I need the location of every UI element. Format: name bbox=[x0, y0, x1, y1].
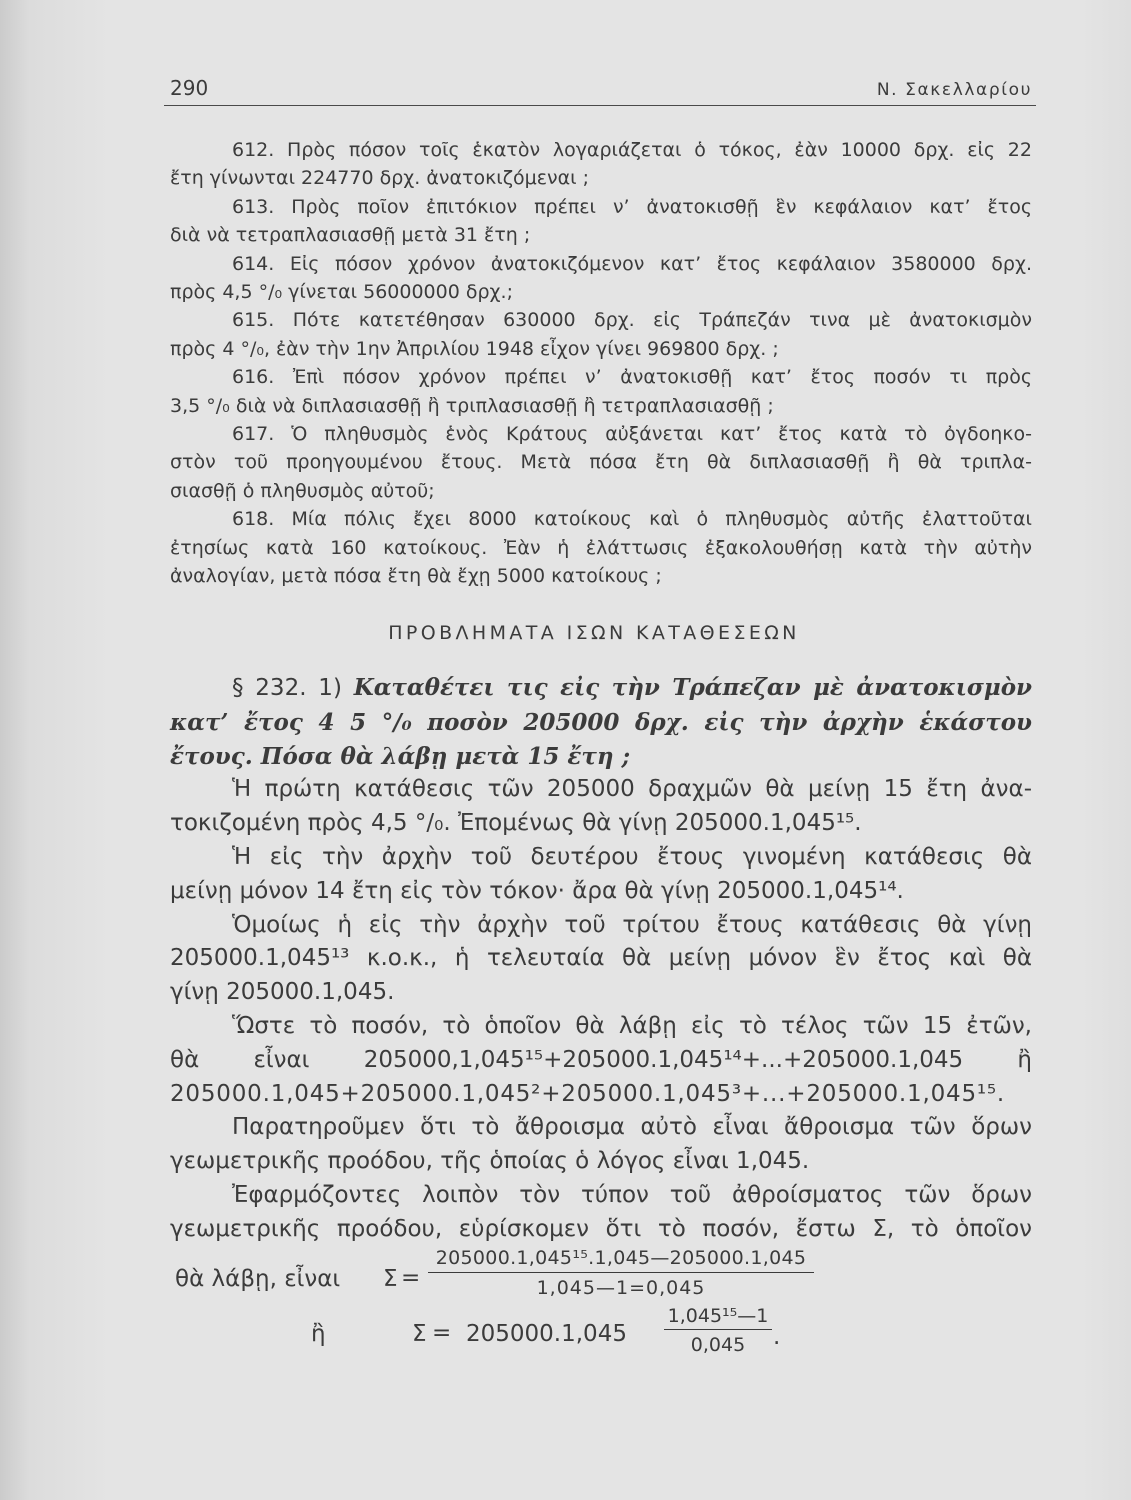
text-line: ἀναλογίαν, μετὰ πόσα ἔτη θὰ ἔχῃ 5000 κατοίκους ; bbox=[170, 565, 662, 588]
formula-label: θὰ λάβῃ, εἶναι bbox=[175, 1266, 341, 1292]
text-line: 612. Πρὸς πόσον τοῖς ἑκατὸν λογαριάζεται ὁ τόκος, ἐὰν 10000 δρχ. εἰς 22 bbox=[232, 139, 1032, 161]
text-line: 618. Μία πόλις ἔχει 8000 κατοίκους καὶ ὁ πληθυσμὸς αὐτῆς ἐλαττοῦται bbox=[232, 508, 1032, 531]
text-line: 205000.1,045+205000.1,045²+205000.1,045³+...+205000.1,045¹⁵. bbox=[170, 1080, 1006, 1107]
paragraph bbox=[170, 1179, 1032, 1247]
text-line: πρὸς 4,5 °/₀ γίνεται 56000000 δρχ.; bbox=[170, 281, 513, 304]
text-line: Ὥστε τὸ ποσόν, τὸ ὁποῖον θὰ λάβῃ εἰς τὸ τέλος τῶν 15 ἐτῶν, bbox=[232, 1012, 1032, 1039]
text-line: Ἐφαρμόζοντες λοιπὸν τὸν τύπον τοῦ ἀθροίσματος τῶν ὅρων bbox=[232, 1181, 1032, 1208]
fraction bbox=[428, 1246, 814, 1301]
formula-end-period: . bbox=[773, 1324, 781, 1350]
problem-statement bbox=[170, 671, 1032, 773]
paragraph bbox=[170, 1111, 1032, 1179]
text-line: 205000.1,045¹³ κ.ο.κ., ἡ τελευταία θὰ μείνῃ μόνον ἓν ἔτος καὶ θὰ bbox=[170, 945, 1032, 972]
fraction-denominator: 1,045—1=0,045 bbox=[536, 1277, 706, 1299]
text-line: θὰ εἶναι 205000,1,045¹⁵+205000.1,045¹⁴+...+205000.1,045 ἢ bbox=[170, 1046, 1032, 1073]
text-line: ἔτη γίνωνται 224770 δρχ. ἀνατοκιζόμεναι ; bbox=[170, 167, 590, 190]
text-line: 617. Ὁ πληθυσμὸς ἑνὸς Κράτους αὐξάνεται κατ’ ἔτος κατὰ τὸ ὀγδοηκο- bbox=[232, 423, 1032, 446]
text-line: ἔτους. Πόσα θὰ λάβῃ μετὰ 15 ἔτη ; bbox=[170, 742, 631, 770]
fraction-numerator: 205000.1,045¹⁵.1,045—205000.1,045 bbox=[435, 1247, 807, 1269]
exercise-612 bbox=[170, 136, 1032, 193]
section-heading: ΠΡΟΒΛΗΜΑΤΑ ΙΣΩΝ ΚΑΤΑΘΕΣΕΩΝ bbox=[388, 622, 800, 644]
text-line: 3,5 °/₀ διὰ νὰ διπλασιασθῇ ἢ τριπλασιασθῇ ἢ τετραπλασιασθῇ ; bbox=[170, 394, 774, 417]
sum-symbol: Σ bbox=[383, 1266, 398, 1292]
running-title: Ν. Σακελλαρίου bbox=[876, 80, 1032, 100]
text-line: 616. Ἐπὶ πόσον χρόνον πρέπει ν’ ἀνατοκισθῇ κατ’ ἔτος ποσόν τι πρὸς bbox=[232, 366, 1032, 389]
sum-symbol: Σ bbox=[412, 1321, 427, 1347]
text-line: σιασθῇ ὁ πληθυσμὸς αὐτοῦ; bbox=[170, 479, 435, 502]
text-line: Ἡ πρώτη κατάθεσις τῶν 205000 δραχμῶν θὰ μείνῃ 15 ἔτη ἀνα- bbox=[232, 776, 1032, 803]
text-line: στὸν τοῦ προηγουμένου ἔτους. Μετὰ πόσα ἔτη θὰ διπλασιασθῇ ἢ θὰ τριπλα- bbox=[170, 451, 1032, 474]
text-line: γίνῃ 205000.1,045. bbox=[170, 979, 395, 1006]
exercise-615 bbox=[170, 306, 1032, 363]
exercise-618 bbox=[170, 505, 1032, 590]
text-line: τοκιζομένη πρὸς 4,5 °/₀. Ἐπομένως θὰ γίνῃ 205000.1,045¹⁵. bbox=[170, 810, 862, 837]
paragraph bbox=[170, 841, 1032, 909]
formula-factor: 205000.1,045 bbox=[466, 1321, 627, 1347]
exercise-617 bbox=[170, 420, 1032, 505]
text-line: ἐτησίως κατὰ 160 κατοίκους. Ἐὰν ἡ ἐλάττωσις ἐξακολουθήσῃ κατὰ τὴν αὐτὴν bbox=[170, 536, 1032, 559]
fraction-numerator: 1,045¹⁵—1 bbox=[667, 1305, 769, 1327]
text-line: Ὁμοίως ἡ εἰς τὴν ἀρχὴν τοῦ τρίτου ἔτους κατάθεσις θὰ γίνῃ bbox=[232, 911, 1032, 938]
equals-sign: = bbox=[401, 1265, 421, 1291]
equals-sign: = bbox=[432, 1320, 452, 1346]
text-line: 613. Πρὸς ποῖον ἐπιτόκιον πρέπει ν’ ἀνατοκισθῇ ἓν κεφάλαιον κατ’ ἔτος bbox=[232, 195, 1032, 218]
text-line: Ἡ εἰς τὴν ἀρχὴν τοῦ δευτέρου ἔτους γινομένη κατάθεσις θὰ bbox=[232, 843, 1032, 870]
page-number: 290 bbox=[170, 76, 209, 100]
header-rule bbox=[164, 105, 1036, 106]
exercises-list bbox=[170, 136, 1032, 591]
text-line: 615. Πότε κατετέθησαν 630000 δρχ. εἰς Τράπεζάν τινα μὲ ἀνατοκισμὸν bbox=[232, 309, 1032, 332]
paragraph bbox=[170, 909, 1032, 1010]
text-line: κατ’ ἔτος 4 5 °/₀ ποσὸν 205000 δρχ. εἰς τὴν ἀρχὴν ἑκάστου bbox=[170, 708, 1032, 736]
text-line: 614. Εἰς πόσον χρόνον ἀνατοκιζόμενον κατ’ ἔτος κεφάλαιον 3580000 δρχ. bbox=[232, 252, 1032, 275]
exercise-614 bbox=[170, 250, 1032, 307]
text-line bbox=[170, 671, 1032, 706]
fraction-denominator: 0,045 bbox=[690, 1334, 746, 1356]
statement-text: Καταθέτει τις εἰς τὴν Τράπεζαν μὲ ἀνατοκισμὸν bbox=[353, 674, 1033, 701]
text-line: μείνῃ μόνον 14 ἔτη εἰς τὸν τόκον· ἄρα θὰ γίνῃ 205000.1,045¹⁴. bbox=[170, 877, 904, 904]
text-line: Παρατηροῦμεν ὅτι τὸ ἄθροισμα αὐτὸ εἶναι ἄθροισμα τῶν ὅρων bbox=[232, 1114, 1032, 1141]
conjunction: ἢ bbox=[311, 1321, 326, 1347]
paragraph bbox=[170, 773, 1032, 841]
problem-232 bbox=[170, 671, 1032, 1247]
paragraph bbox=[170, 1010, 1032, 1111]
exercise-616 bbox=[170, 363, 1032, 420]
problem-label: § 232. 1) bbox=[232, 675, 342, 701]
exercise-613 bbox=[170, 193, 1032, 250]
text-line: πρὸς 4 °/₀, ἐὰν τὴν 1ην Ἀπριλίου 1948 εἶχον γίνει 969800 δρχ. ; bbox=[170, 337, 779, 360]
text-line: γεωμετρικῆς προόδου, εὑρίσκομεν ὅτι τὸ ποσόν, ἔστω Σ, τὸ ὁποῖον bbox=[170, 1215, 1032, 1242]
text-line: διὰ νὰ τετραπλασιασθῇ μετὰ 31 ἔτη ; bbox=[170, 224, 531, 247]
text-line: γεωμετρικῆς προόδου, τῆς ὁποίας ὁ λόγος εἶναι 1,045. bbox=[170, 1148, 810, 1175]
fraction bbox=[664, 1304, 772, 1358]
